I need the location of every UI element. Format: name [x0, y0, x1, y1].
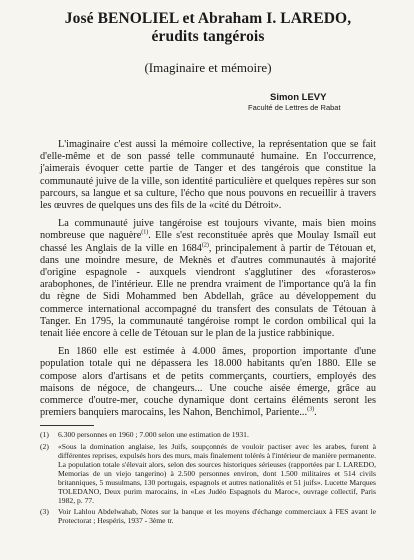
- footnote-ref[interactable]: (3): [307, 406, 315, 413]
- author-name: Simon LEVY: [270, 92, 327, 103]
- author-block: [40, 92, 376, 113]
- footnote-number: (3): [40, 507, 49, 517]
- paragraph-text: La communauté juive tangéroise est toujours vivante, mais bien moins nombreuse que naguère: [40, 218, 376, 242]
- paragraph-text: , principalement à partir de Tétouan et, dans une moindre mesure, de Meknès et d'autres communautés à majorité d'origine espagnole - auxquels viendront s'agglutiner des «forasteros» arabophones, de l'intérieur. Elle ne prendra vraiment de l'importance qu'à la fin du règne de Sidi Mohammed ben Abdellah, grâce au développement du commerce international accompagné du transfert des consulats de Tétouan à Tanger. En 1795, la communauté tangéroise rompt le cordon ombilical qui la tenait liée encore à celle de Tétouan sur le plan de la justice rabbinique.: [40, 242, 377, 340]
- author-affiliation: Faculté de Lettres de Rabat: [248, 103, 341, 112]
- footnote-divider: [40, 425, 94, 426]
- paragraph-2: [40, 218, 376, 340]
- footnote-text: 6.300 personnes en 1960 ; 7.000 selon une estimation de 1931.: [58, 430, 249, 440]
- article-subtitle: (Imaginaire et mémoire): [144, 60, 272, 75]
- footnote: [40, 442, 376, 506]
- footnote-text: Voir Lahlou Abdelwahab, Notes sur la banque et les moyens d'échange commerciaux à FES avant le Protectorat ; Hespéris, 1937 - 3ème tr.: [58, 507, 376, 526]
- footnote: [40, 430, 376, 439]
- footnote-ref[interactable]: (1): [141, 230, 149, 236]
- title-line-1: José BENOLIEL et Abraham I. LAREDO,: [64, 10, 352, 27]
- footnote-number: (2): [40, 441, 49, 451]
- footnote-text: «Sous la domination anglaise, les Juifs, soupçonnés de vouloir pactiser avec les arabes, furent à différentes reprises, expulsés hors des murs, mais finalement tolérés à l'intérieur de manière permanente. La population totale s'élevait alors, selon des sources historiques sérieuses (rapportées par I. LAREDO, Memorias de un viejo tangerino) à 2.500 personnes environ, dont 1.500 militaires et 514 civils britanniques, 5 musulmans, 130 portugais, espagnols et autres nationalités et 51 juifs». Lucette Marques TOLEDANO, Deux purim marocains, in «Les Judéo Espagnols du Maroc», ouvrage collectif, Paris 1982, p. 77.: [58, 441, 376, 506]
- footnote-number: (1): [40, 430, 49, 440]
- article-title: [40, 10, 376, 46]
- paragraph-text: . Elle s'est reconstituée après que Moulay Ismaïl eut chassé les Anglais de la ville en 1684: [40, 230, 376, 254]
- paragraph-1: [40, 139, 376, 212]
- article-body: [40, 139, 376, 419]
- paragraph-text: En 1860 elle est estimée à 4.000 âmes, proportion importante d'une population totale qui ne dépassera les 18.000 habitants qu'en 1880. Elle se compose alors d'artisans et de petits commerçants, courtiers, employés des maisons de négoce, de changeurs... Une couche aisée émerge, grâce au commerce d'outre-mer, couche dynamique dont certains éléments seront les premiers banquiers marocains, les Nahon, Benchimol, Pariente...: [40, 346, 376, 419]
- footnote: [40, 507, 376, 525]
- paragraph-text: L'imaginaire c'est aussi la mémoire collective, la représentation que se fait d'elle-même et de son passé telle communauté humaine. En l'occurrence, j'aimerais évoquer cette partie de Tanger et des tangérois que constitue la communauté juive de la ville, son identité particulière et quelques repères sur son parcours, sa langue et sa culture, l'écho que nous pouvons en recueillir à travers les œuvres de quelques uns des fils de la «cité du Détroit».: [40, 139, 376, 212]
- footnotes: [40, 430, 376, 525]
- paragraph-text: .: [314, 407, 317, 419]
- paragraph-3: [40, 346, 376, 419]
- footnote-ref[interactable]: (2): [201, 242, 209, 249]
- title-line-2: érudits tangérois: [151, 28, 265, 45]
